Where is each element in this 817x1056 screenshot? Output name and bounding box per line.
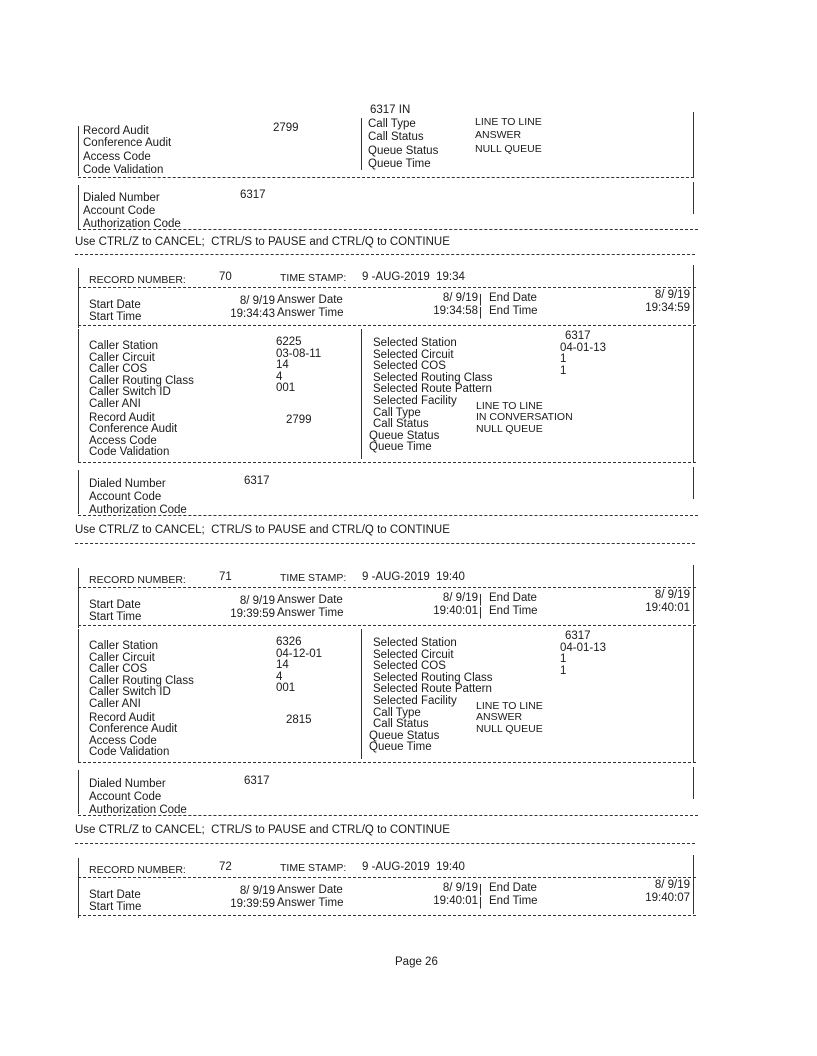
call-status-value: ANSWER bbox=[475, 129, 522, 141]
caller-field-label: Record Audit bbox=[89, 711, 155, 724]
selected-field-label: Selected COS bbox=[373, 660, 446, 673]
time-stamp-value: 9 -AUG-2019 19:40 bbox=[362, 861, 465, 873]
divider bbox=[78, 229, 698, 230]
selected-field-label: Selected Circuit bbox=[373, 348, 454, 361]
divider bbox=[75, 843, 695, 844]
answer-time-label: Answer Time bbox=[277, 307, 344, 319]
answer-date-value: 8/ 9/19 bbox=[442, 592, 478, 604]
selected-field-value: 1 bbox=[560, 364, 567, 377]
selected-field-label: Queue Time bbox=[369, 741, 432, 754]
selected-field-label: Call Status bbox=[373, 718, 429, 731]
caller-field-value: 4 bbox=[276, 370, 283, 383]
footer-prompt: Use CTRL/Z to CANCEL; CTRL/S to PAUSE and CTRL/Q to CONTINUE bbox=[75, 524, 450, 536]
conference-audit-label: Conference Audit bbox=[83, 137, 172, 149]
start-time-value: 19:39:59 bbox=[230, 608, 275, 620]
left-border bbox=[78, 770, 79, 814]
selected-field-value: 04-01-13 bbox=[560, 641, 607, 654]
selected-field-label: Selected COS bbox=[373, 360, 446, 373]
end-time-label: End Time bbox=[489, 605, 538, 617]
selected-field-value: 1 bbox=[560, 353, 567, 366]
column-divider bbox=[361, 629, 362, 759]
left-border bbox=[78, 185, 79, 229]
selected-station-in: 6317 IN bbox=[370, 104, 411, 116]
end-date-value: 8/ 9/19 bbox=[654, 589, 690, 601]
caller-field-label: Access Code bbox=[89, 434, 157, 447]
end-date-separator: | bbox=[479, 594, 482, 606]
dialed-number-label: Dialed Number bbox=[83, 192, 160, 204]
start-time-value: 19:39:59 bbox=[230, 898, 275, 910]
record-audit-label: Record Audit bbox=[83, 125, 149, 137]
right-border bbox=[693, 625, 694, 763]
caller-field-label: Record Audit bbox=[89, 411, 155, 424]
end-date-separator: | bbox=[479, 884, 482, 896]
right-border bbox=[693, 878, 694, 914]
left-border bbox=[78, 858, 79, 877]
end-date-label: End Date bbox=[489, 882, 537, 894]
divider bbox=[78, 762, 696, 763]
end-time-label: End Time bbox=[489, 305, 538, 317]
code-validation-label: Code Validation bbox=[83, 164, 164, 176]
selected-field-label: Selected Circuit bbox=[373, 648, 454, 661]
queue-time-label: Queue Time bbox=[368, 158, 431, 170]
start-time-label: Start Time bbox=[89, 311, 142, 323]
caller-field-value: 2815 bbox=[286, 713, 312, 726]
selected-field-value: LINE TO LINE bbox=[476, 399, 543, 412]
caller-field-label: Conference Audit bbox=[89, 723, 178, 736]
end-date-value: 8/ 9/19 bbox=[654, 289, 690, 301]
record-number-label: RECORD NUMBER: bbox=[89, 274, 186, 286]
selected-field-label: Selected Facility bbox=[373, 695, 457, 707]
caller-field-value: 4 bbox=[276, 670, 283, 683]
caller-field-value: 14 bbox=[276, 359, 289, 372]
caller-field-value: 6225 bbox=[276, 336, 302, 348]
caller-field-label: Caller Circuit bbox=[89, 651, 155, 664]
caller-field-label: Code Validation bbox=[89, 746, 170, 759]
divider bbox=[78, 287, 696, 288]
start-date-value: 8/ 9/19 bbox=[239, 595, 275, 607]
caller-field-label: Caller Station bbox=[89, 340, 159, 352]
selected-field-value: 6317 bbox=[565, 330, 591, 342]
caller-field-value: 03-08-11 bbox=[276, 347, 322, 360]
account-code-label: Account Code bbox=[89, 791, 162, 803]
record-number-value: 72 bbox=[219, 861, 232, 873]
right-border bbox=[693, 467, 694, 499]
selected-field-label: Selected Routing Class bbox=[373, 371, 493, 384]
end-date-label: End Date bbox=[489, 592, 537, 604]
right-border bbox=[693, 265, 694, 287]
end-date-separator: | bbox=[479, 294, 482, 306]
selected-field-value: 1 bbox=[560, 653, 567, 666]
account-code-label: Account Code bbox=[83, 205, 156, 217]
caller-field-label: Caller ANI bbox=[89, 398, 141, 410]
answer-date-value: 8/ 9/19 bbox=[442, 882, 478, 894]
caller-field-label: Caller ANI bbox=[89, 698, 141, 710]
queue-status-value: NULL QUEUE bbox=[475, 143, 542, 155]
start-date-label: Start Date bbox=[89, 599, 141, 611]
divider bbox=[78, 815, 698, 816]
left-border bbox=[78, 470, 79, 514]
caller-field-label: Caller COS bbox=[89, 663, 148, 676]
selected-field-value: 6317 bbox=[565, 630, 591, 642]
selected-field-value: LINE TO LINE bbox=[476, 699, 543, 712]
caller-field-value: 14 bbox=[276, 659, 289, 672]
time-stamp-value: 9 -AUG-2019 19:40 bbox=[362, 571, 465, 583]
selected-field-label: Selected Station bbox=[373, 337, 457, 349]
selected-field-value: 1 bbox=[560, 664, 567, 677]
start-date-label: Start Date bbox=[89, 889, 141, 901]
end-time-value: 19:34:59 bbox=[645, 302, 690, 314]
record-audit-value: 2799 bbox=[273, 122, 299, 134]
answer-time-label: Answer Time bbox=[277, 607, 344, 619]
selected-field-label: Queue Status bbox=[369, 429, 440, 442]
right-border bbox=[693, 767, 694, 799]
column-divider bbox=[361, 329, 362, 459]
selected-field-value: 04-01-13 bbox=[560, 341, 607, 354]
left-border bbox=[78, 568, 79, 587]
call-type-label: Call Type bbox=[368, 118, 416, 130]
caller-field-label: Caller Routing Class bbox=[89, 674, 194, 687]
caller-field-label: Caller Routing Class bbox=[89, 374, 194, 387]
right-border bbox=[693, 588, 694, 624]
dialed-number-value: 6317 bbox=[244, 475, 270, 487]
selected-field-label: Call Status bbox=[373, 418, 429, 431]
start-time-label: Start Time bbox=[89, 611, 142, 623]
queue-status-label: Queue Status bbox=[368, 145, 439, 157]
selected-field-label: Selected Routing Class bbox=[373, 671, 493, 684]
answer-time-value: 19:40:01 bbox=[433, 605, 478, 617]
start-time-value: 19:34:43 bbox=[230, 308, 275, 320]
caller-field-value: 04-12-01 bbox=[276, 647, 323, 660]
caller-field-value: 2799 bbox=[286, 413, 312, 426]
divider bbox=[78, 325, 696, 326]
selected-field-value: NULL QUEUE bbox=[476, 722, 543, 735]
end-time-separator: | bbox=[479, 607, 482, 619]
selected-field-label: Selected Route Pattern bbox=[373, 683, 492, 696]
answer-date-label: Answer Date bbox=[277, 884, 343, 896]
caller-field-label: Code Validation bbox=[89, 446, 170, 459]
dialed-number-value: 6317 bbox=[240, 189, 266, 201]
dialed-number-value: 6317 bbox=[244, 775, 270, 787]
selected-field-value: IN CONVERSATION bbox=[476, 411, 573, 424]
end-time-label: End Time bbox=[489, 895, 538, 907]
end-time-value: 19:40:07 bbox=[645, 892, 690, 904]
divider bbox=[75, 254, 695, 255]
call-type-value: LINE TO LINE bbox=[475, 116, 542, 128]
left-border bbox=[78, 329, 79, 463]
right-border bbox=[693, 855, 694, 877]
record-number-value: 70 bbox=[219, 271, 232, 283]
time-stamp-value: 9 -AUG-2019 19:34 bbox=[362, 271, 465, 283]
caller-field-value: 001 bbox=[276, 682, 296, 695]
right-border bbox=[693, 565, 694, 587]
selected-field-label: Queue Time bbox=[369, 441, 432, 454]
left-border bbox=[78, 588, 79, 628]
dialed-number-label: Dialed Number bbox=[89, 478, 166, 490]
start-date-value: 8/ 9/19 bbox=[239, 295, 275, 307]
authorization-code-label: Authorization Code bbox=[89, 504, 187, 516]
caller-field-label: Caller COS bbox=[89, 363, 148, 376]
left-border bbox=[78, 878, 79, 918]
record-number-value: 71 bbox=[219, 571, 232, 583]
authorization-code-label: Authorization Code bbox=[83, 218, 181, 230]
authorization-code-label: Authorization Code bbox=[89, 804, 187, 816]
selected-field-label: Call Type bbox=[373, 406, 421, 419]
caller-field-label: Access Code bbox=[89, 734, 157, 747]
end-time-value: 19:40:01 bbox=[645, 602, 690, 614]
selected-field-label: Call Type bbox=[373, 706, 421, 719]
left-border bbox=[78, 629, 79, 763]
answer-date-label: Answer Date bbox=[277, 594, 343, 606]
caller-field-value: 001 bbox=[276, 382, 296, 395]
time-stamp-label: TIME STAMP: bbox=[280, 862, 347, 874]
start-date-label: Start Date bbox=[89, 299, 141, 311]
divider bbox=[78, 625, 696, 626]
end-time-separator: | bbox=[479, 307, 482, 319]
right-border bbox=[693, 288, 694, 324]
selected-field-label: Selected Station bbox=[373, 637, 457, 649]
right-border bbox=[693, 112, 694, 178]
answer-time-value: 19:40:01 bbox=[433, 895, 478, 907]
caller-field-label: Caller Station bbox=[89, 640, 159, 652]
account-code-label: Account Code bbox=[89, 491, 162, 503]
divider bbox=[78, 587, 696, 588]
divider bbox=[78, 462, 696, 463]
time-stamp-label: TIME STAMP: bbox=[280, 272, 347, 284]
page-number: Page 26 bbox=[395, 956, 438, 968]
selected-field-value: ANSWER bbox=[476, 711, 523, 724]
left-border bbox=[78, 126, 79, 176]
footer-prompt: Use CTRL/Z to CANCEL; CTRL/S to PAUSE and CTRL/Q to CONTINUE bbox=[75, 236, 450, 248]
divider bbox=[78, 177, 694, 178]
right-border bbox=[693, 182, 694, 214]
left-border bbox=[78, 288, 79, 328]
divider bbox=[78, 515, 698, 516]
access-code-label: Access Code bbox=[83, 151, 151, 163]
call-status-label: Call Status bbox=[368, 131, 424, 143]
selected-field-label: Selected Facility bbox=[373, 395, 457, 407]
caller-field-value: 6326 bbox=[276, 636, 302, 648]
selected-field-label: Queue Status bbox=[369, 729, 440, 742]
answer-date-label: Answer Date bbox=[277, 294, 343, 306]
divider bbox=[75, 543, 695, 544]
left-border bbox=[78, 268, 79, 287]
answer-date-value: 8/ 9/19 bbox=[442, 292, 478, 304]
end-date-label: End Date bbox=[489, 292, 537, 304]
time-stamp-label: TIME STAMP: bbox=[280, 572, 347, 584]
caller-field-label: Caller Switch ID bbox=[89, 386, 171, 399]
column-divider bbox=[361, 118, 362, 170]
start-date-value: 8/ 9/19 bbox=[239, 885, 275, 897]
selected-field-value: NULL QUEUE bbox=[476, 422, 543, 435]
footer-prompt: Use CTRL/Z to CANCEL; CTRL/S to PAUSE and CTRL/Q to CONTINUE bbox=[75, 824, 450, 836]
answer-time-value: 19:34:58 bbox=[433, 305, 478, 317]
selected-field-label: Selected Route Pattern bbox=[373, 383, 492, 396]
divider bbox=[78, 877, 696, 878]
dialed-number-label: Dialed Number bbox=[89, 778, 166, 790]
caller-field-label: Caller Switch ID bbox=[89, 686, 171, 699]
record-number-label: RECORD NUMBER: bbox=[89, 574, 186, 586]
end-date-value: 8/ 9/19 bbox=[654, 879, 690, 891]
right-border bbox=[693, 325, 694, 463]
divider bbox=[78, 915, 696, 916]
record-number-label: RECORD NUMBER: bbox=[89, 864, 186, 876]
caller-field-label: Conference Audit bbox=[89, 423, 178, 436]
end-time-separator: | bbox=[479, 897, 482, 909]
answer-time-label: Answer Time bbox=[277, 897, 344, 909]
start-time-label: Start Time bbox=[89, 901, 142, 913]
caller-field-label: Caller Circuit bbox=[89, 351, 155, 364]
